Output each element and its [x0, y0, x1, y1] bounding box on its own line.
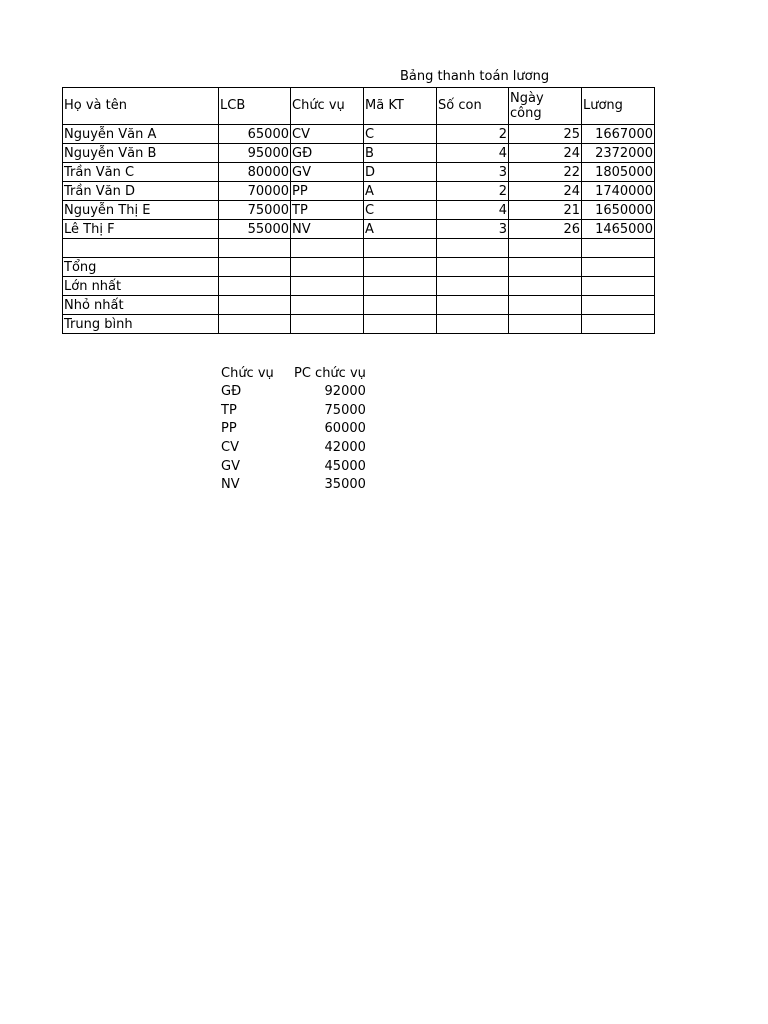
empty-cell[interactable] [291, 296, 364, 315]
cell-salary[interactable]: 1667000 [582, 125, 655, 144]
cell-children[interactable]: 4 [437, 201, 509, 220]
table-row [63, 163, 655, 182]
lookup-row [220, 400, 367, 419]
cell-position[interactable]: NV [291, 220, 364, 239]
lookup-header-row [220, 363, 367, 382]
empty-cell[interactable] [582, 277, 655, 296]
empty-cell[interactable] [219, 296, 291, 315]
lookup-row [220, 419, 367, 438]
cell-code[interactable]: A [364, 220, 437, 239]
cell-children[interactable]: 3 [437, 220, 509, 239]
empty-cell[interactable] [509, 296, 582, 315]
header-position[interactable]: Chức vụ [291, 88, 364, 125]
cell-position[interactable]: GV [291, 163, 364, 182]
empty-cell[interactable] [437, 296, 509, 315]
lookup-row [220, 456, 367, 475]
empty-cell[interactable] [582, 296, 655, 315]
empty-cell[interactable] [509, 239, 582, 258]
lookup-position[interactable]: GV [221, 458, 240, 474]
sheet-title: Bảng thanh toán lương [400, 69, 550, 84]
summary-row-average [63, 315, 655, 334]
allowance-lookup-table [220, 363, 367, 493]
cell-lcb[interactable]: 95000 [219, 144, 291, 163]
summary-label-max[interactable]: Lớn nhất [63, 277, 219, 296]
empty-cell[interactable] [291, 315, 364, 334]
empty-cell[interactable] [291, 277, 364, 296]
empty-cell[interactable] [63, 239, 219, 258]
empty-cell[interactable] [509, 258, 582, 277]
summary-label-min[interactable]: Nhỏ nhất [63, 296, 219, 315]
salary-table [62, 87, 655, 334]
cell-salary[interactable]: 1805000 [582, 163, 655, 182]
cell-position[interactable]: GĐ [291, 144, 364, 163]
empty-cell[interactable] [364, 277, 437, 296]
cell-workdays[interactable]: 26 [509, 220, 582, 239]
cell-name[interactable]: Trần Văn D [63, 182, 219, 201]
header-lcb[interactable]: LCB [219, 88, 291, 125]
cell-lcb[interactable]: 70000 [219, 182, 291, 201]
lookup-row [220, 382, 367, 401]
lookup-position[interactable]: NV [221, 477, 240, 493]
cell-workdays[interactable]: 21 [509, 201, 582, 220]
cell-name[interactable]: Nguyễn Văn B [63, 144, 219, 163]
lookup-allowance[interactable]: 35000 [324, 477, 366, 493]
header-workdays-line2: công [510, 106, 542, 121]
lookup-position[interactable]: CV [221, 439, 239, 455]
cell-code[interactable]: D [364, 163, 437, 182]
lookup-allowance[interactable]: 75000 [324, 402, 366, 418]
empty-cell[interactable] [437, 239, 509, 258]
empty-cell[interactable] [437, 315, 509, 334]
cell-name[interactable]: Nguyễn Thị E [63, 201, 219, 220]
cell-name[interactable]: Trần Văn C [63, 163, 219, 182]
lookup-allowance[interactable]: 45000 [324, 458, 366, 474]
header-workdays-line1: Ngày [510, 91, 544, 106]
cell-children[interactable]: 3 [437, 163, 509, 182]
summary-label-average[interactable]: Trung bình [63, 315, 219, 334]
cell-salary[interactable]: 2372000 [582, 144, 655, 163]
empty-cell[interactable] [364, 296, 437, 315]
cell-lcb[interactable]: 75000 [219, 201, 291, 220]
lookup-row [220, 475, 367, 494]
cell-workdays[interactable]: 22 [509, 163, 582, 182]
cell-children[interactable]: 2 [437, 125, 509, 144]
cell-position[interactable]: PP [291, 182, 364, 201]
empty-cell[interactable] [437, 277, 509, 296]
header-workdays[interactable] [509, 88, 582, 125]
cell-workdays[interactable]: 24 [509, 144, 582, 163]
summary-row-max [63, 277, 655, 296]
empty-cell[interactable] [219, 315, 291, 334]
cell-salary[interactable]: 1465000 [582, 220, 655, 239]
cell-workdays[interactable]: 24 [509, 182, 582, 201]
empty-cell[interactable] [219, 277, 291, 296]
cell-position[interactable]: CV [291, 125, 364, 144]
cell-name[interactable]: Lê Thị F [63, 220, 219, 239]
header-code[interactable]: Mã KT [364, 88, 437, 125]
cell-name[interactable]: Nguyễn Văn A [63, 125, 219, 144]
summary-row-total [63, 258, 655, 277]
lookup-header-position[interactable]: Chức vụ [221, 365, 274, 381]
empty-cell[interactable] [582, 258, 655, 277]
cell-salary[interactable]: 1650000 [582, 201, 655, 220]
empty-cell[interactable] [364, 315, 437, 334]
lookup-allowance[interactable]: 60000 [324, 421, 366, 437]
cell-code[interactable]: C [364, 201, 437, 220]
empty-cell[interactable] [219, 239, 291, 258]
summary-label-total[interactable]: Tổng [63, 258, 219, 277]
empty-cell[interactable] [509, 277, 582, 296]
table-header-row [63, 88, 655, 125]
table-row [63, 182, 655, 201]
cell-lcb[interactable]: 80000 [219, 163, 291, 182]
cell-salary[interactable]: 1740000 [582, 182, 655, 201]
summary-row-min [63, 296, 655, 315]
empty-row [63, 239, 655, 258]
table-row [63, 201, 655, 220]
empty-cell[interactable] [291, 239, 364, 258]
header-name[interactable]: Họ và tên [63, 88, 219, 125]
table-row [63, 220, 655, 239]
empty-cell[interactable] [509, 315, 582, 334]
cell-lcb[interactable]: 55000 [219, 220, 291, 239]
lookup-position[interactable]: GĐ [221, 384, 242, 400]
empty-cell[interactable] [437, 258, 509, 277]
empty-cell[interactable] [364, 258, 437, 277]
cell-children[interactable]: 4 [437, 144, 509, 163]
table-row [63, 144, 655, 163]
empty-cell[interactable] [291, 258, 364, 277]
empty-cell[interactable] [582, 315, 655, 334]
empty-cell[interactable] [364, 239, 437, 258]
empty-cell[interactable] [582, 239, 655, 258]
cell-position[interactable]: TP [291, 201, 364, 220]
empty-cell[interactable] [219, 258, 291, 277]
cell-children[interactable]: 2 [437, 182, 509, 201]
lookup-position[interactable]: PP [221, 421, 237, 437]
cell-code[interactable]: A [364, 182, 437, 201]
table-row [63, 125, 655, 144]
cell-code[interactable]: C [364, 125, 437, 144]
lookup-row [220, 437, 367, 456]
lookup-position[interactable]: TP [221, 402, 237, 418]
header-children[interactable]: Số con [437, 88, 509, 125]
lookup-header-allowance[interactable]: PC chức vụ [294, 365, 366, 381]
cell-code[interactable]: B [364, 144, 437, 163]
lookup-allowance[interactable]: 92000 [324, 384, 366, 400]
lookup-allowance[interactable]: 42000 [324, 439, 366, 455]
header-salary[interactable]: Lương [582, 88, 655, 125]
cell-lcb[interactable]: 65000 [219, 125, 291, 144]
cell-workdays[interactable]: 25 [509, 125, 582, 144]
